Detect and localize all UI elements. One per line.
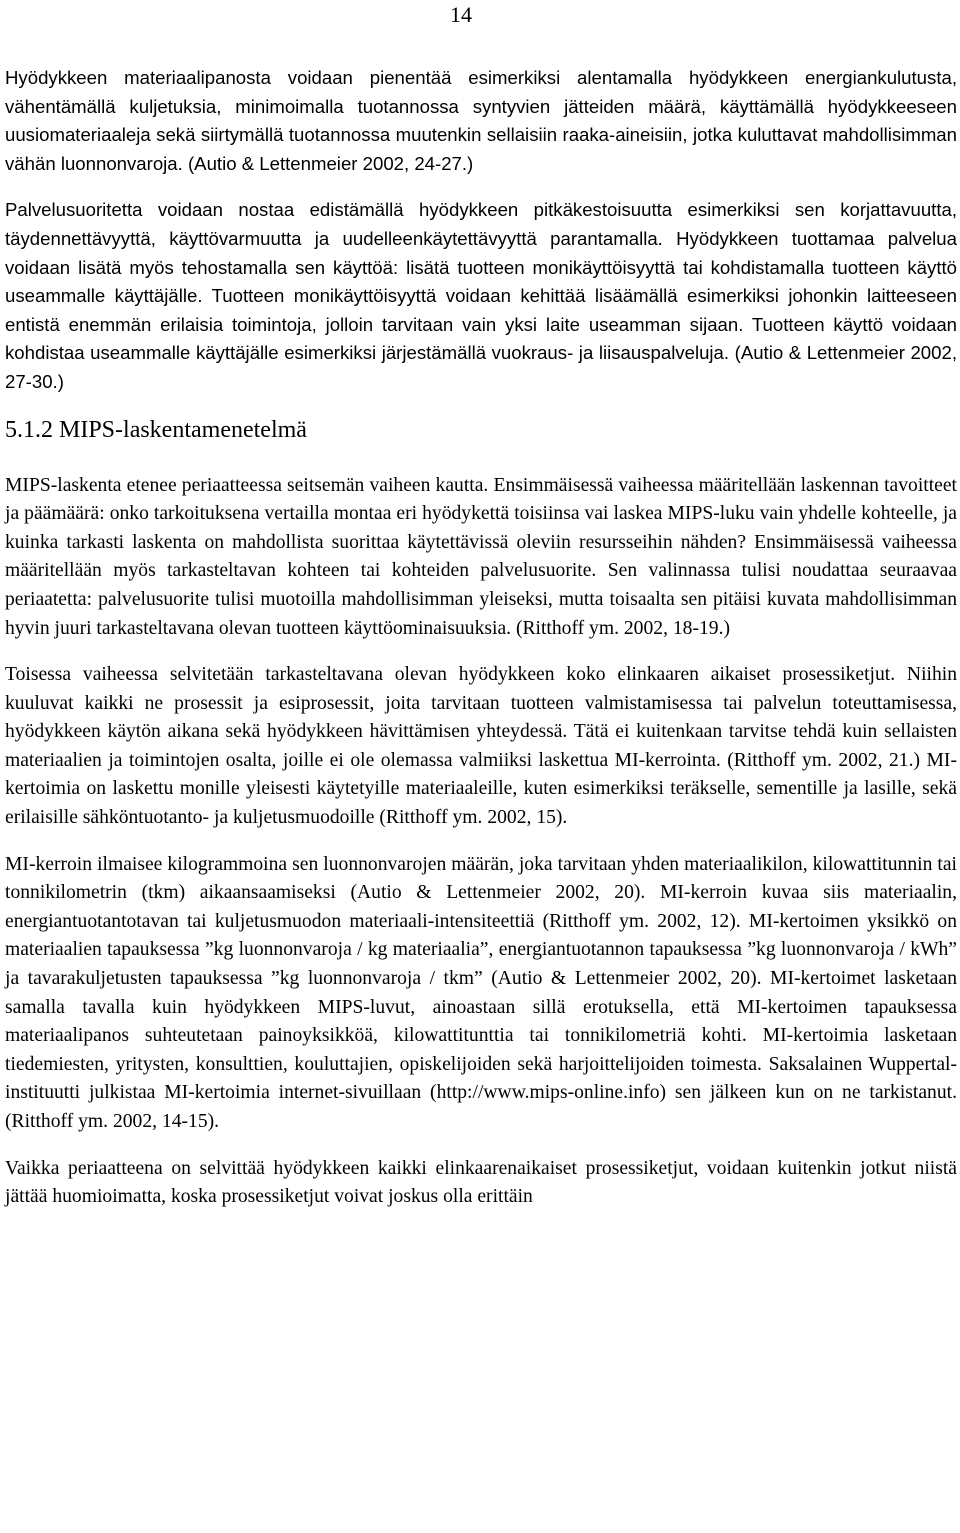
paragraph-mips-phases: MIPS-laskenta etenee periaatteessa seitsemän vaiheen kautta. Ensimmäisessä vaiheessa määritellään laskennan tavoitteet ja päämäärä: onko tarkoituksena vertailla montaa eri hyödykettä toisiinsa vai laskea MIPS-luku vain yhdelle kohteelle, ja kuinka tarkasti laskenta on mahdollista suorittaa käytettävissä oleviin resursseihin nähden? Ensimmäisessä vaiheessa määritellään myös tarkasteltavan kohteen tai kohteiden palvelusuorite. Sen valinnassa tulisi noudattaa seuraavaa periaatetta: palvelusuorite tulisi muotoilla mahdollisimman yleiseksi, mutta toisaalta sen pitäisi kuvata mahdollisimman hyvin juuri tarkasteltavana olevan tuotteen käyttöominaisuuksia. (Ritthoff ym. 2002, 18-19.) [5,474,957,639]
paragraph-service-performance: Palvelusuoritetta voidaan nostaa edistämällä hyödykkeen pitkäkestoisuutta esimerkiksi sen korjattavuutta, täydennettävyyttä, käyttövarmuutta ja uudelleenkäytettävyyttä parantamalla. Hyödykkeen tuottamaa palvelua voidaan lisätä myös tehostamalla sen käyttöä: lisätä tuotteen monikäyttöisyyttä tai kohdistamalla tuotteen käyttö useammalle käyttäjälle. Tuotteen monikäyttöisyyttä voidaan kehittää lisäämällä esimerkiksi johonkin laitteeseen entistä enemmän erilaisia toimintoja, jolloin tarvitaan vain yksi laite useamman sijaan. Tuotteen käyttö voidaan kohdistaa useammalle käyttäjälle esimerkiksi järjestämällä vuokraus- ja liisauspalveluja. (Autio & Lettenmeier 2002, 27-30.) [5,199,957,392]
paragraph-process-chains: Toisessa vaiheessa selvitetään tarkasteltavana olevan hyödykkeen koko elinkaaren aikaiset prosessiketjut. Niihin kuuluvat kaikki ne prosessit ja esiprosessit, joita tarvitaan tuotteen valmistamisessa tai palvelun toteuttamisessa, hyödykkeen käytön aikana sekä hyödykkeen hävittämisen yhteydessä. Tätä ei kuitenkaan tarvitse tehdä kuin sellaisten materiaalien ja toimintojen osalta, joille ei ole olemassa valmiiksi laskettua MI-kerrointa. (Ritthoff ym. 2002, 21.) MI-kertoimia on laskettu monille yleisesti käytetyille materiaaleille, kuten esimerkiksi teräkselle, sementille ja lasille, sekä erilaisille sähköntuotanto- ja kuljetusmuodoille (Ritthoff ym. 2002, 15). [5,664,957,829]
document-body [0,64,960,1212]
section-heading: 5.1.2 MIPS-laskentamenetelmä [5,416,307,443]
paragraph-mi-factor: MI-kerroin ilmaisee kilogrammoina sen luonnonvarojen määrän, joka tarvitaan yhden materiaalikilon, kilowattitunnin tai tonnikilometrin (tkm) aikaansaamiseksi (Autio & Lettenmeier 2002, 20). MI-kerroin kuvaa siis materiaalin, energiantuotantotavan tai kuljetusmuodon materiaali-intensiteettiä (Ritthoff ym. 2002, 12). MI-kertoimen yksikkö on materiaalien tapauksessa ”kg luonnonvaroja / kg materiaalia”, energiantuotannon tapauksessa ”kg luonnonvaroja / kWh” ja tavarakuljetusten tapauksessa ”kg luonnonvaroja / tkm” (Autio & Lettenmeier 2002, 20). MI-kertoimet lasketaan samalla tavalla kuin hyödykkeen MIPS-luvut, ainoastaan sillä erotuksella, että MI-kertoimen tapauksessa materiaalipanos suhteutetaan painoyksikköä, kilowattitunttia tai tonnikilometriä kohti. MI-kertoimia lasketaan tiedemiesten, yritysten, konsulttien, kouluttajien, opiskelijoiden sekä harjoittelijoiden toimesta. Saksalainen Wuppertal-instituutti julkistaa MI-kertoimia internet-sivuillaan (http://www.mips-online.info) sen jälkeen kun on ne tarkistanut. (Ritthoff ym. 2002, 14-15). [5,853,957,1132]
paragraph-material-input: Hyödykkeen materiaalipanosta voidaan pienentää esimerkiksi alentamalla hyödykkeen energiankulutusta, vähentämällä kuljetuksia, minimoimalla tuotannossa syntyvien jätteiden määrä, käyttämällä hyödykkeeseen uusiomateriaaleja sekä siirtymällä tuotannossa muutenkin sellaisiin raaka-aineisiin, jotka kuluttavat mahdollisimman vähän luonnonvaroja. (Autio & Lettenmeier 2002, 24-27.) [5,67,957,174]
paragraph-continuation: Vaikka periaatteena on selvittää hyödykkeen kaikki elinkaarenaikaiset prosessiketjut, voidaan kuitenkin jotkut niistä jättää huomioimatta, koska prosessiketjut voivat joskus olla erittäin [5,1157,957,1208]
page-number: 14 [450,2,472,27]
